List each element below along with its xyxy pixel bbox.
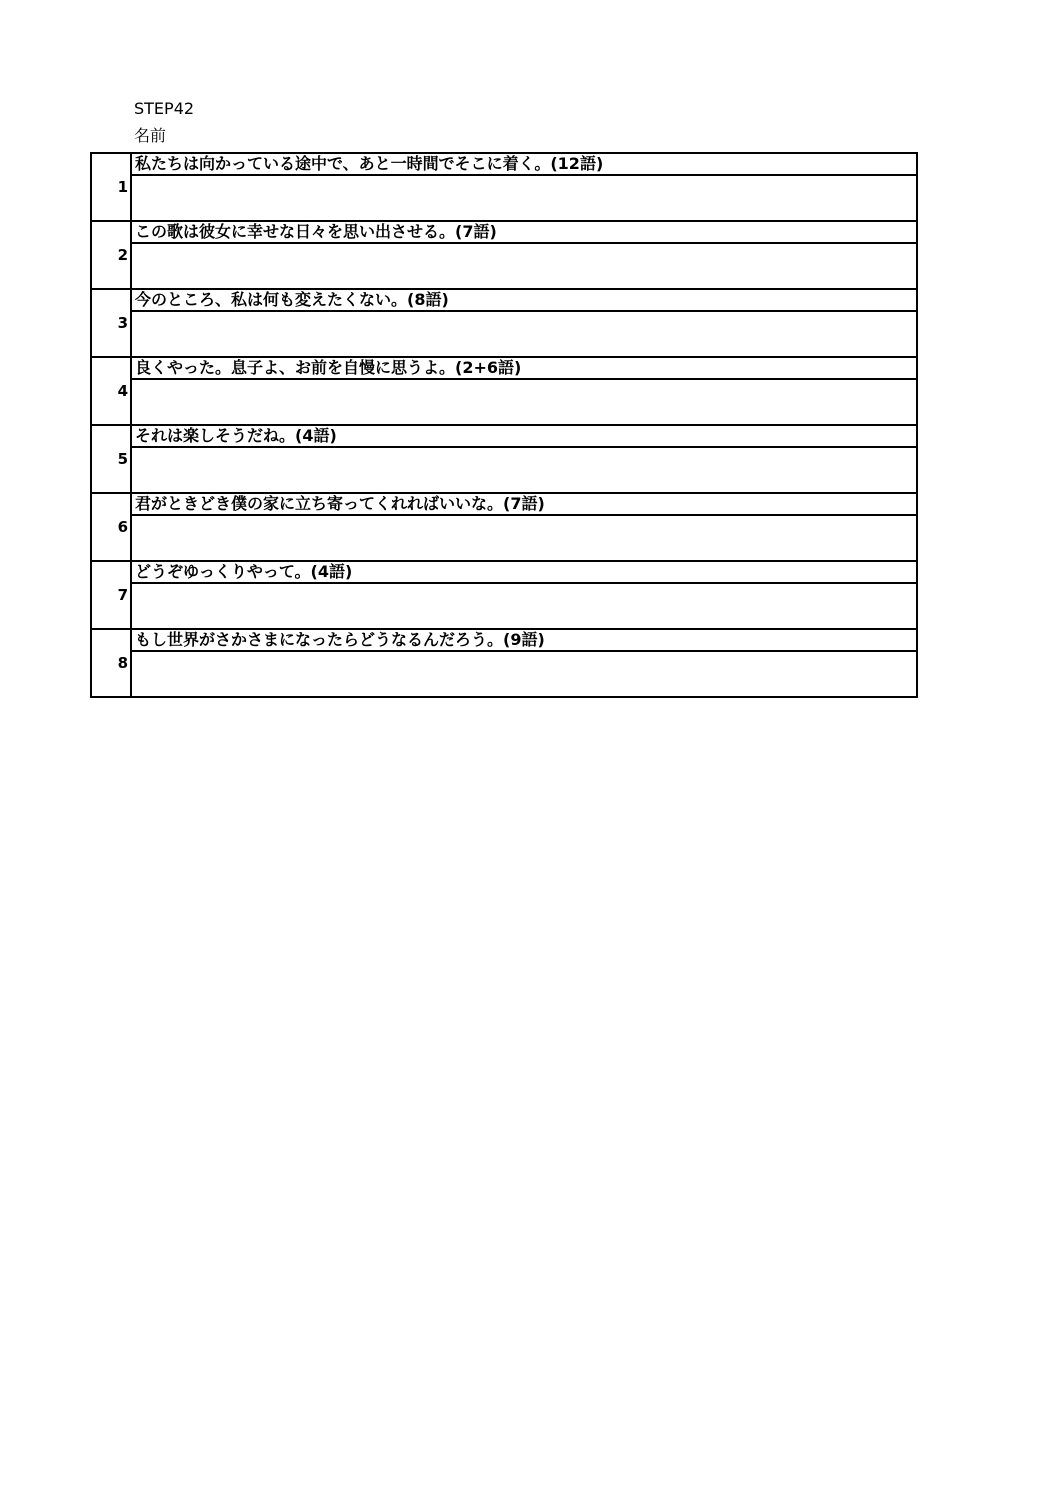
question-prompt: この歌は彼女に幸せな日々を思い出させる。(7語) [132,222,916,244]
question-prompt: 今のところ、私は何も変えたくない。(8語) [132,290,916,312]
question-body [132,494,916,560]
question-number: 7 [92,562,132,628]
question-number: 4 [92,358,132,424]
question-row [92,630,916,696]
question-prompt: 私たちは向かっている途中で、あと一時間でそこに着く。(12語) [132,154,916,176]
question-row [92,154,916,222]
answer-cell[interactable] [132,176,916,220]
question-row [92,290,916,358]
question-number: 2 [92,222,132,288]
question-body [132,154,916,220]
answer-cell[interactable] [132,244,916,288]
question-prompt: どうぞゆっくりやって。(4語) [132,562,916,584]
question-body [132,562,916,628]
answer-cell[interactable] [132,652,916,696]
question-body [132,426,916,492]
question-body [132,222,916,288]
question-table [90,152,918,698]
question-row [92,562,916,630]
question-prompt: 君がときどき僕の家に立ち寄ってくれればいいな。(7語) [132,494,916,516]
question-body [132,358,916,424]
question-body [132,290,916,356]
question-number: 8 [92,630,132,696]
question-number: 6 [92,494,132,560]
question-prompt: もし世界がさかさまになったらどうなるんだろう。(9語) [132,630,916,652]
answer-cell[interactable] [132,448,916,492]
question-row [92,494,916,562]
question-number: 5 [92,426,132,492]
question-prompt: それは楽しそうだね。(4語) [132,426,916,448]
question-number: 1 [92,154,132,220]
answer-cell[interactable] [132,516,916,560]
question-prompt: 良くやった。息子よ、お前を自慢に思うよ。(2+6語) [132,358,916,380]
answer-cell[interactable] [132,380,916,424]
answer-cell[interactable] [132,584,916,628]
question-row [92,358,916,426]
step-title: STEP42 [134,99,195,118]
question-row [92,426,916,494]
question-body [132,630,916,696]
question-row [92,222,916,290]
question-number: 3 [92,290,132,356]
name-label: 名前 [134,126,167,145]
answer-cell[interactable] [132,312,916,356]
